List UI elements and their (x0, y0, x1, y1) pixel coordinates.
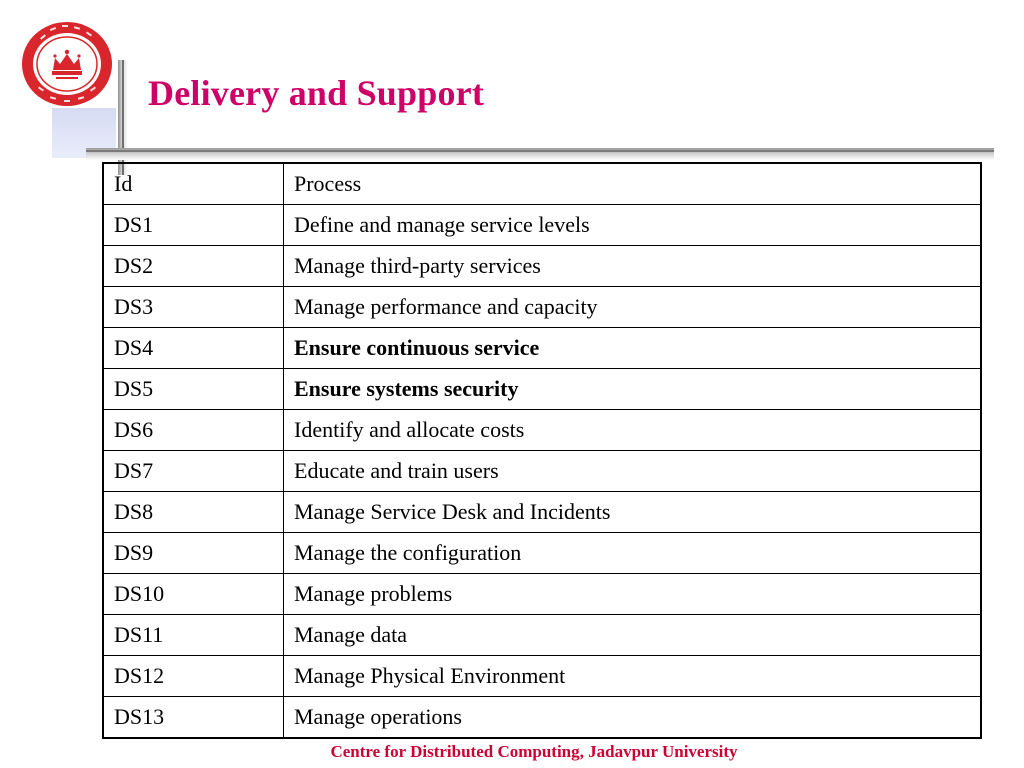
cell-id: DS1 (103, 205, 284, 246)
cell-process: Manage Physical Environment (284, 656, 982, 697)
cell-process: Manage Service Desk and Incidents (284, 492, 982, 533)
cell-id: DS6 (103, 410, 284, 451)
slide-title: Delivery and Support (148, 73, 485, 113)
cell-id: DS12 (103, 656, 284, 697)
cell-process: Manage operations (284, 697, 982, 739)
cell-id: DS13 (103, 697, 284, 739)
university-seal-icon (20, 20, 114, 108)
table-row (103, 697, 981, 739)
table-row (103, 410, 981, 451)
cell-process: Ensure continuous service (284, 328, 982, 369)
table-row (103, 287, 981, 328)
slide-footer (0, 742, 1024, 762)
cell-id: DS10 (103, 574, 284, 615)
cell-id: DS5 (103, 369, 284, 410)
cell-id: DS3 (103, 287, 284, 328)
table-row (103, 451, 981, 492)
process-table (102, 162, 982, 739)
cell-id: DS9 (103, 533, 284, 574)
cell-process: Ensure systems security (284, 369, 982, 410)
cell-process: Manage data (284, 615, 982, 656)
table-row (103, 574, 981, 615)
footer-text: Centre for Distributed Computing, Jadavpur University (330, 742, 738, 761)
table-row (103, 205, 981, 246)
cell-process: Educate and train users (284, 451, 982, 492)
table-row (103, 656, 981, 697)
cell-id: DS2 (103, 246, 284, 287)
process-table-body (103, 163, 981, 738)
table-row (103, 615, 981, 656)
table-row (103, 246, 981, 287)
cell-process: Identify and allocate costs (284, 410, 982, 451)
header-id: Id (103, 163, 284, 205)
cell-id: DS7 (103, 451, 284, 492)
cell-process: Manage problems (284, 574, 982, 615)
cell-process: Manage the configuration (284, 533, 982, 574)
decorative-horizontal-rule-line (86, 150, 994, 152)
cell-process: Manage performance and capacity (284, 287, 982, 328)
cell-id: DS4 (103, 328, 284, 369)
table-row (103, 492, 981, 533)
table-header-row (103, 163, 981, 205)
cell-process: Manage third-party services (284, 246, 982, 287)
cell-process: Define and manage service levels (284, 205, 982, 246)
cell-id: DS8 (103, 492, 284, 533)
cell-id: DS11 (103, 615, 284, 656)
table-row (103, 369, 981, 410)
header-process: Process (284, 163, 982, 205)
table-row (103, 533, 981, 574)
table-row (103, 328, 981, 369)
